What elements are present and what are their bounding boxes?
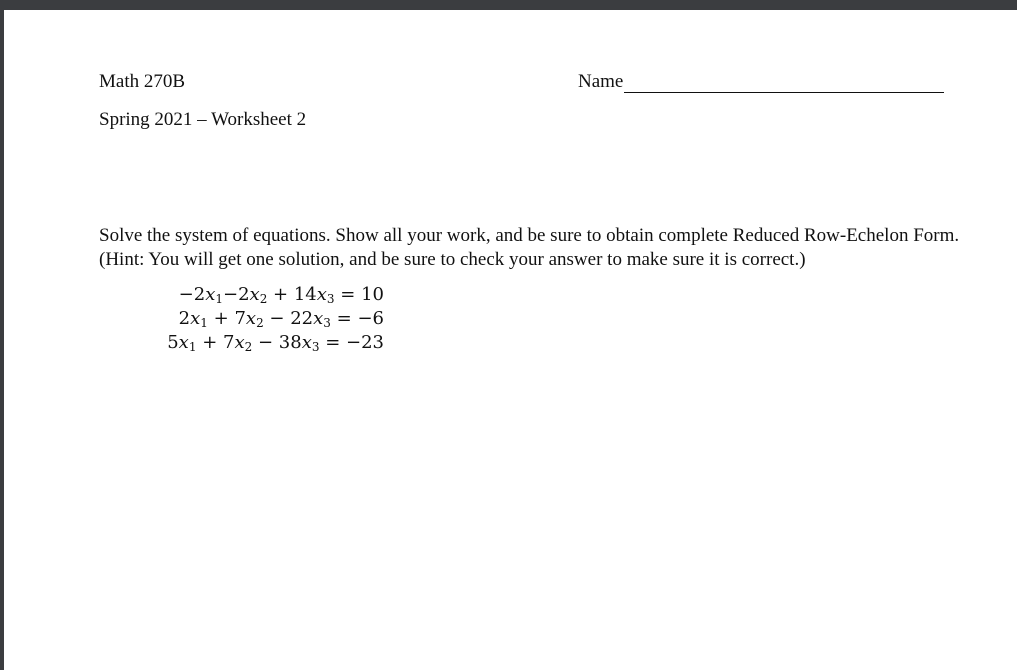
term-variable: x bbox=[245, 308, 257, 329]
term-variable: x bbox=[301, 332, 312, 353]
equation-row bbox=[154, 331, 384, 355]
term-coefficient: − 38 bbox=[252, 332, 302, 353]
term-variable: x bbox=[190, 308, 201, 329]
worksheet-subtitle: Spring 2021 – Worksheet 2 bbox=[99, 109, 307, 130]
term-subscript: 3 bbox=[323, 316, 331, 330]
term-coefficient: + 7 bbox=[207, 308, 246, 329]
equation-rhs: = 10 bbox=[334, 284, 384, 305]
term-subscript: 1 bbox=[200, 316, 208, 330]
name-label: Name bbox=[578, 71, 624, 92]
term-variable: x bbox=[234, 332, 245, 353]
term-coefficient: 5 bbox=[167, 332, 179, 353]
term-coefficient: −2 bbox=[178, 284, 206, 305]
term-variable: x bbox=[313, 308, 324, 329]
term-coefficient: + 7 bbox=[196, 332, 235, 353]
term-coefficient: −2 bbox=[222, 284, 250, 305]
term-variable: x bbox=[249, 284, 260, 305]
equation-row bbox=[154, 283, 384, 307]
term-subscript: 1 bbox=[215, 292, 223, 306]
equation-system bbox=[154, 283, 384, 355]
instructions-paragraph: Solve the system of equations. Show all your work, and be sure to obtain complete Reduced Row-Echelon Form. (Hint: You will get one solution, and be sure to check your answer to make sure it is correct.) bbox=[99, 225, 960, 270]
term-variable: x bbox=[205, 284, 216, 305]
term-subscript: 1 bbox=[188, 340, 197, 354]
equation-rhs: = −23 bbox=[319, 332, 384, 353]
term-coefficient: 2 bbox=[178, 308, 191, 329]
equation-rhs: = −6 bbox=[330, 308, 384, 329]
term-coefficient: − 22 bbox=[263, 308, 314, 329]
term-subscript: 2 bbox=[259, 292, 268, 306]
term-variable: x bbox=[316, 284, 327, 305]
term-coefficient: + 14 bbox=[267, 284, 317, 305]
term-variable: x bbox=[178, 332, 189, 353]
equation-row bbox=[154, 307, 384, 331]
term-subscript: 3 bbox=[311, 340, 320, 354]
course-title: Math 270B bbox=[99, 71, 186, 92]
document-page bbox=[4, 10, 1017, 670]
name-field bbox=[578, 71, 944, 93]
term-subscript: 2 bbox=[244, 340, 253, 354]
name-blank-line bbox=[624, 74, 944, 93]
term-subscript: 2 bbox=[256, 316, 264, 330]
term-subscript: 3 bbox=[326, 292, 335, 306]
